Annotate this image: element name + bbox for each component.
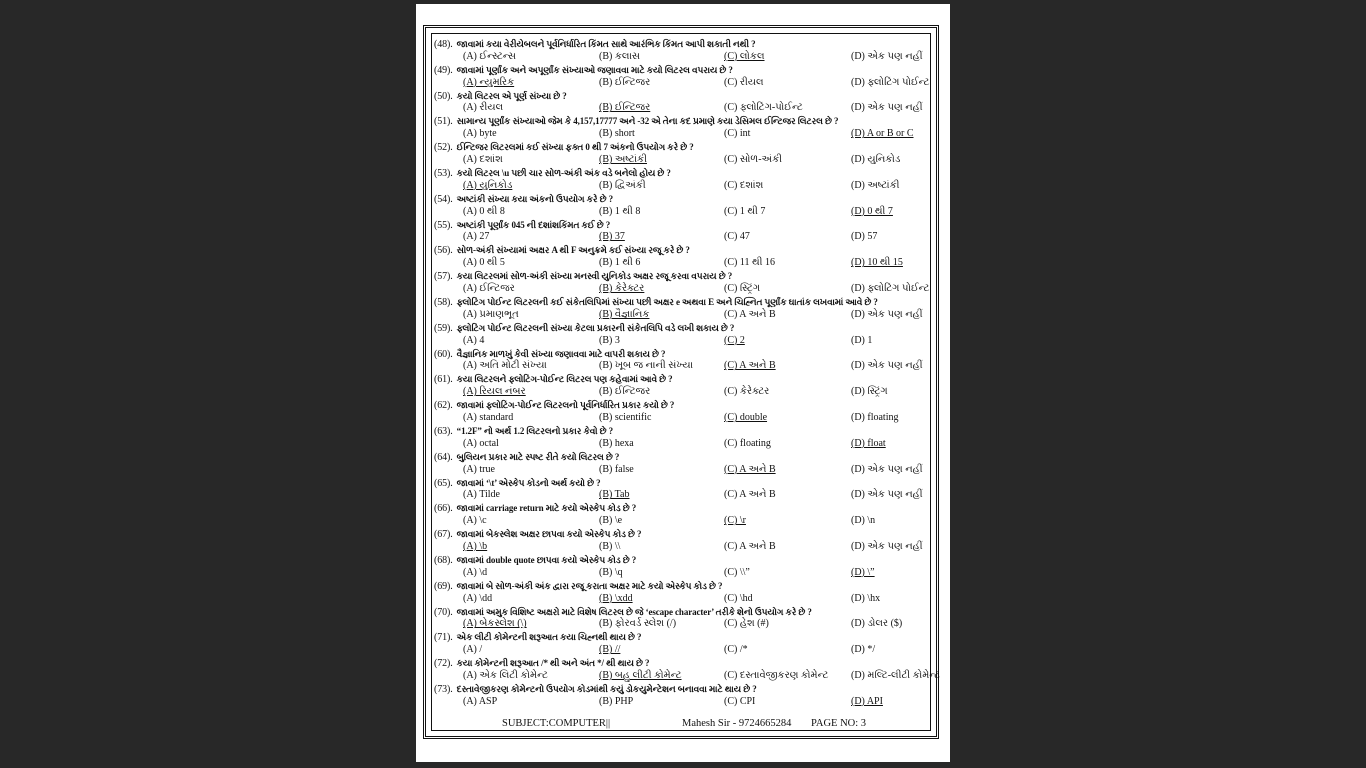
question-number: (67). [434,529,453,541]
option: (A) octal [463,437,499,449]
question-item [434,580,944,606]
question-text-line [434,399,674,413]
option: (C) સોળ-અંકી [724,154,783,166]
question-item [434,244,944,270]
option: (B) false [599,463,634,475]
question-item [434,115,944,141]
option: (C) 11 થી 16 [724,257,775,269]
question-text-line [434,631,641,645]
question-item [434,296,944,322]
question-text-line [434,115,838,129]
document-page [416,4,950,762]
footer-author: Mahesh Sir - 9724665284 [682,718,792,729]
answer-option: (A) યુનિકોડ [463,179,513,191]
option: (B) ઈન્ટિજર [599,386,651,398]
option: (D) \n [851,515,876,527]
question-text-line [434,451,619,465]
question-number: (51). [434,116,453,128]
question-text: ફ્લોટિંગ પોઈન્ટ લિટરલની સંખ્યા કેટલા પ્રકારની સંકેતલિપિ વડે લખી શકાય છે ? [456,322,735,333]
question-text-line [434,528,641,542]
question-number: (71). [434,632,453,644]
answer-option: (B) કેરેક્ટર [599,283,645,295]
question-item [434,606,944,632]
question-item [434,657,944,683]
question-text: બુલિયન પ્રકાર માટે સ્પષ્ટ રીતે કયો લિટરલ છે ? [456,451,620,462]
question-item [434,141,944,167]
question-text: જાવામાં પૂર્ણાંક અને અપૂર્ણાંક સંખ્યાઓ જણાવવા માટે કયો લિટરલ વપરાય છે ? [456,64,733,75]
question-text: અષ્ટાંકી સંખ્યા કયા અંકનો ઉપયોગ કરે છે ? [456,193,614,204]
question-text: દસ્તાવેજીકરણ કોમેન્ટનો ઉપયોગ કોડમાંથી કયું ડોકયુમેન્ટેશન બનાવવા માટે થાય છે ? [456,683,757,694]
question-text: એક લીટી કોમેન્ટની શરૂઆત કયા ચિહ્નથી થાય છે ? [456,632,642,643]
option: (D) ફ્લોટિંગ પોઈન્ટ [851,283,930,295]
option: (A) ઈન્ટિજર [463,283,515,295]
answer-option: (C) \r [724,515,746,527]
option: (D) \hx [851,592,881,604]
question-item [434,425,944,451]
option: (A) true [463,463,495,475]
question-item [434,683,944,709]
question-text-line [434,657,649,671]
answer-option: (B) બહુ લીટી કોમેન્ટ [599,670,682,682]
question-number: (65). [434,477,453,489]
question-number: (48). [434,39,453,50]
answer-option: (B) \xdd [599,592,633,604]
question-item [434,38,944,64]
option: (D) એક પણ નહીં [851,50,923,62]
question-number: (63). [434,425,453,437]
question-number: (53). [434,167,453,179]
option: (C) હેશ (#) [724,618,769,630]
question-number: (62). [434,400,453,412]
question-text-line [434,580,722,594]
answer-option: (D) \” [851,566,875,578]
question-text-line [434,38,756,52]
answer-option: (A) \b [463,541,488,553]
page-footer [416,718,950,732]
question-item [434,528,944,554]
question-item [434,399,944,425]
footer-page-number: PAGE NO: 3 [811,718,867,729]
answer-option: (D) 0 થી 7 [851,205,893,217]
option: (A) દશાંશ [463,154,503,166]
answer-option: (B) 37 [599,231,625,243]
question-text-line [434,219,610,233]
option: (B) દ્વિઅંકી [599,179,646,191]
question-item [434,270,944,296]
question-text: જાવામાં કયા વેરીયેબલને પૂર્વનિર્ધારિત કિંમત સાથે આરંભિક કિંમત આપી શકાતી નથી ? [456,39,756,49]
option: (A) byte [463,128,497,140]
option: (C) A અને B [724,489,776,501]
option: (C) floating [724,437,771,449]
option: (C) 47 [724,231,750,243]
question-text-line [434,683,757,697]
question-number: (55). [434,219,453,231]
footer-subject: SUBJECT:COMPUTER|| [502,718,611,729]
answer-option: (C) A અને B [724,463,776,475]
question-text-line [434,322,734,336]
answer-option: (D) float [851,437,886,449]
question-text-line [434,270,732,284]
question-text: “1.2F” નો અર્થ 1.2 લિટરલનો પ્રકાર કેવો છે ? [456,425,614,436]
option: (A) \c [463,515,487,527]
option: (A) 27 [463,231,490,243]
option: (D) સ્ટ્રિંગ [851,386,888,398]
answer-option: (B) ઈન્ટિજર [599,102,651,114]
question-number: (72). [434,658,453,670]
option: (D) 1 [851,334,873,346]
option: (A) 0 થી 8 [463,205,505,217]
question-item [434,219,944,245]
question-list [434,38,944,709]
question-text: સોળ-અંકી સંખ્યામાં અક્ષર A થી F અનુક્રમે કઈ સંખ્યા રજૂ કરે છે ? [456,245,690,256]
question-text: જાવામાં carriage return માટે કયો એસ્કેપ કોડ છે ? [456,503,637,514]
option: (C) રીયલ [724,76,764,88]
question-number: (61). [434,374,453,386]
option: (C) A અને B [724,541,776,553]
question-number: (64). [434,451,453,463]
answer-option: (D) API [851,695,883,707]
option: (B) hexa [599,437,634,449]
question-text-line [434,477,601,491]
option: (C) /* [724,644,748,656]
option: (A) રીયલ [463,102,504,114]
option: (A) Tilde [463,489,500,501]
question-number: (69). [434,580,453,592]
option: (A) ઈન્સ્ટન્સ [463,50,516,62]
option: (B) 3 [599,334,620,346]
option: (D) એક પણ નહીં [851,541,923,553]
question-text: જાવામાં બેકસ્લેશ અક્ષર છાપવા કયો એસ્કેપ કોડ છે ? [456,529,642,540]
option: (D) યુનિકોડ [851,154,901,166]
question-item [434,90,944,116]
question-number: (57). [434,271,453,283]
answer-option: (B) // [599,644,621,656]
option: (B) 1 થી 8 [599,205,641,217]
answer-option: (C) 2 [724,334,745,346]
question-number: (59). [434,322,453,334]
option: (C) સ્ટ્રિંગ [724,283,761,295]
answer-option: (B) વૈજ્ઞાનિક [599,308,650,320]
option: (B) ઈન્ટિજર [599,76,651,88]
question-text: સામાન્ય પૂર્ણાંક સંખ્યાઓ જેમ કે 4,157,17777 અને -32 એ તેના કદ પ્રમાણે કયા ડેસિમલ ઈન્ટિજર લિટરલ છે ? [456,116,839,127]
question-text-line [434,554,636,568]
answer-option: (A) રિયલ નંબર [463,386,526,398]
question-number: (58). [434,296,453,308]
question-item [434,477,944,503]
question-text: કયો લિટરલ \u પછી ચાર સોળ-અંકી અંક વડે બનેલો હોય છે ? [456,167,671,178]
answer-option: (B) Tab [599,489,630,501]
option: (B) \\ [599,541,621,553]
question-text: ફ્લોટિંગ પોઈન્ટ લિટરલની કઈ સંકેતલિપિમાં સંખ્યા પછી અક્ષર e અથવા E અને ચિહ્નિત પૂર્ણાંક ઘાતાંક લખવામાં આવે છે ? [456,296,878,307]
option: (B) short [599,128,635,140]
answer-option: (D) A or B or C [851,128,914,140]
question-text: ઈન્ટિજર લિટરલમાં કઈ સંખ્યા ફક્ત 0 થી 7 અંકનો ઉપયોગ કરે છે ? [456,142,694,153]
question-text: જાવામાં બે સોળ-અંકી અંક દ્વારા રજૂ કરાતા અક્ષર માટે કયો એસ્કેપ કોડ છે ? [456,580,723,591]
answer-option: (A) બેકસ્લેશ (\) [463,618,527,630]
question-item [434,322,944,348]
option: (D) એક પણ નહીં [851,360,923,372]
answer-option: (C) double [724,412,768,424]
answer-option: (D) 10 થી 15 [851,257,903,269]
answer-option: (A) ન્યુમરિક [463,76,515,88]
question-text: જાવામાં ફ્લોટિંગ-પોઈન્ટ લિટરલનો પૂર્વનિર્ધારિત પ્રકાર કયો છે ? [456,400,675,411]
question-item [434,373,944,399]
option: (A) / [463,644,483,656]
answer-option: (C) A અને B [724,360,776,372]
option: (C) દસ્તાવેજીકરણ કોમેન્ટ [724,670,829,682]
option: (B) કલાસ [599,50,641,62]
option: (A) 4 [463,334,485,346]
option: (B) ખૂબ જ નાની સંખ્યા [599,360,694,372]
answer-option: (B) અષ્ટાંકી [599,154,647,166]
question-text-line [434,141,694,155]
question-number: (70). [434,606,453,618]
question-number: (49). [434,64,453,76]
question-number: (66). [434,503,453,515]
option: (C) દશાંશ [724,179,764,191]
question-number: (68). [434,554,453,566]
option: (B) ફોરવર્ડ સ્લેશ (/) [599,618,677,630]
option: (C) CPI [724,695,756,707]
question-item [434,193,944,219]
question-number: (56). [434,245,453,257]
option: (A) standard [463,412,514,424]
option: (A) અતિ મોટી સંખ્યા [463,360,547,372]
option: (B) scientific [599,412,652,424]
question-item [434,502,944,528]
option: (A) પ્રમાણભૂત [463,308,519,320]
question-text: જાવામાં ‘\t’ એસ્કેપ કોડનો અર્થ કયો છે ? [456,477,601,488]
answer-option: (C) લોકલ [724,50,765,62]
question-text: કયા લિટરલમાં સોળ-અંકી સંખ્યા મનસ્વી યુનિકોડ અક્ષર રજૂ કરવા વપરાય છે ? [456,271,733,282]
option: (D) મલ્ટિ-લીટી કોમેન્ટ [851,670,941,682]
option: (A) \dd [463,592,493,604]
question-text: જાવામાં અમુક વિશિષ્ટ અક્ષરો માટે વિશેષ લિટરલ છે જે ‘escape character’ તરીકે શેનો ઉપયોગ કરે છે ? [456,606,812,617]
question-number: (52). [434,142,453,154]
question-text-line [434,502,636,516]
option: (C) \\” [724,566,750,578]
question-number: (60). [434,348,453,360]
option: (D) ફ્લોટિંગ પોઈન્ટ [851,76,930,88]
question-item [434,631,944,657]
option: (A) \d [463,566,488,578]
option: (D) અષ્ટાંકી [851,179,900,191]
option: (D) */ [851,644,876,656]
question-number: (54). [434,193,453,205]
option: (D) 57 [851,231,878,243]
question-text: જાવામાં double quote છાપવા કયો એસ્કેપ કોડ છે ? [456,554,637,565]
question-text: કયા કોમેન્ટની શરૂઆત /* થી અને અંત */ થી થાય છે ? [456,658,650,669]
option: (B) PHP [599,695,634,707]
question-text: કયા લિટરલને ફ્લોટિંગ-પોઈન્ટ લિટરલ પણ કહેવામાં આવે છે ? [456,374,673,385]
question-text: વૈજ્ઞાનિક માળખું કેવી સંખ્યા જણાવવા માટે વાપરી શકાય છે ? [456,348,666,359]
question-text-line [434,296,878,310]
option: (D) ડોલર ($) [851,618,903,630]
question-text-line [434,425,613,439]
option: (C) int [724,128,751,140]
option: (B) \q [599,566,623,578]
option: (A) 0 થી 5 [463,257,505,269]
question-number: (50). [434,90,453,102]
option: (B) \e [599,515,623,527]
question-item [434,167,944,193]
option: (D) floating [851,412,899,424]
question-item [434,451,944,477]
question-item [434,64,944,90]
question-item [434,554,944,580]
option: (D) એક પણ નહીં [851,308,923,320]
question-text-line [434,64,733,78]
option: (D) એક પણ નહીં [851,489,923,501]
question-text: કયો લિટરલ એ પૂર્ણ સંખ્યા છે ? [456,90,567,101]
option: (D) એક પણ નહીં [851,102,923,114]
option: (C) ફ્લોટિંગ-પોઈન્ટ [724,102,803,114]
question-item [434,348,944,374]
option: (C) 1 થી 7 [724,205,766,217]
option: (C) A અને B [724,308,776,320]
question-text-line [434,193,613,207]
option: (A) એક લિટી કોમેન્ટ [463,670,548,682]
option: (D) એક પણ નહીં [851,463,923,475]
option: (C) \hd [724,592,753,604]
question-text: અષ્ટાંકી પૂર્ણાંક 045 ની દશાંશકિંમત કઈ છે ? [456,219,611,230]
option: (B) 1 થી 6 [599,257,641,269]
option: (A) ASP [463,695,498,707]
question-number: (73). [434,683,453,695]
question-text-line [434,167,671,181]
option: (C) કેરેક્ટર [724,386,770,398]
